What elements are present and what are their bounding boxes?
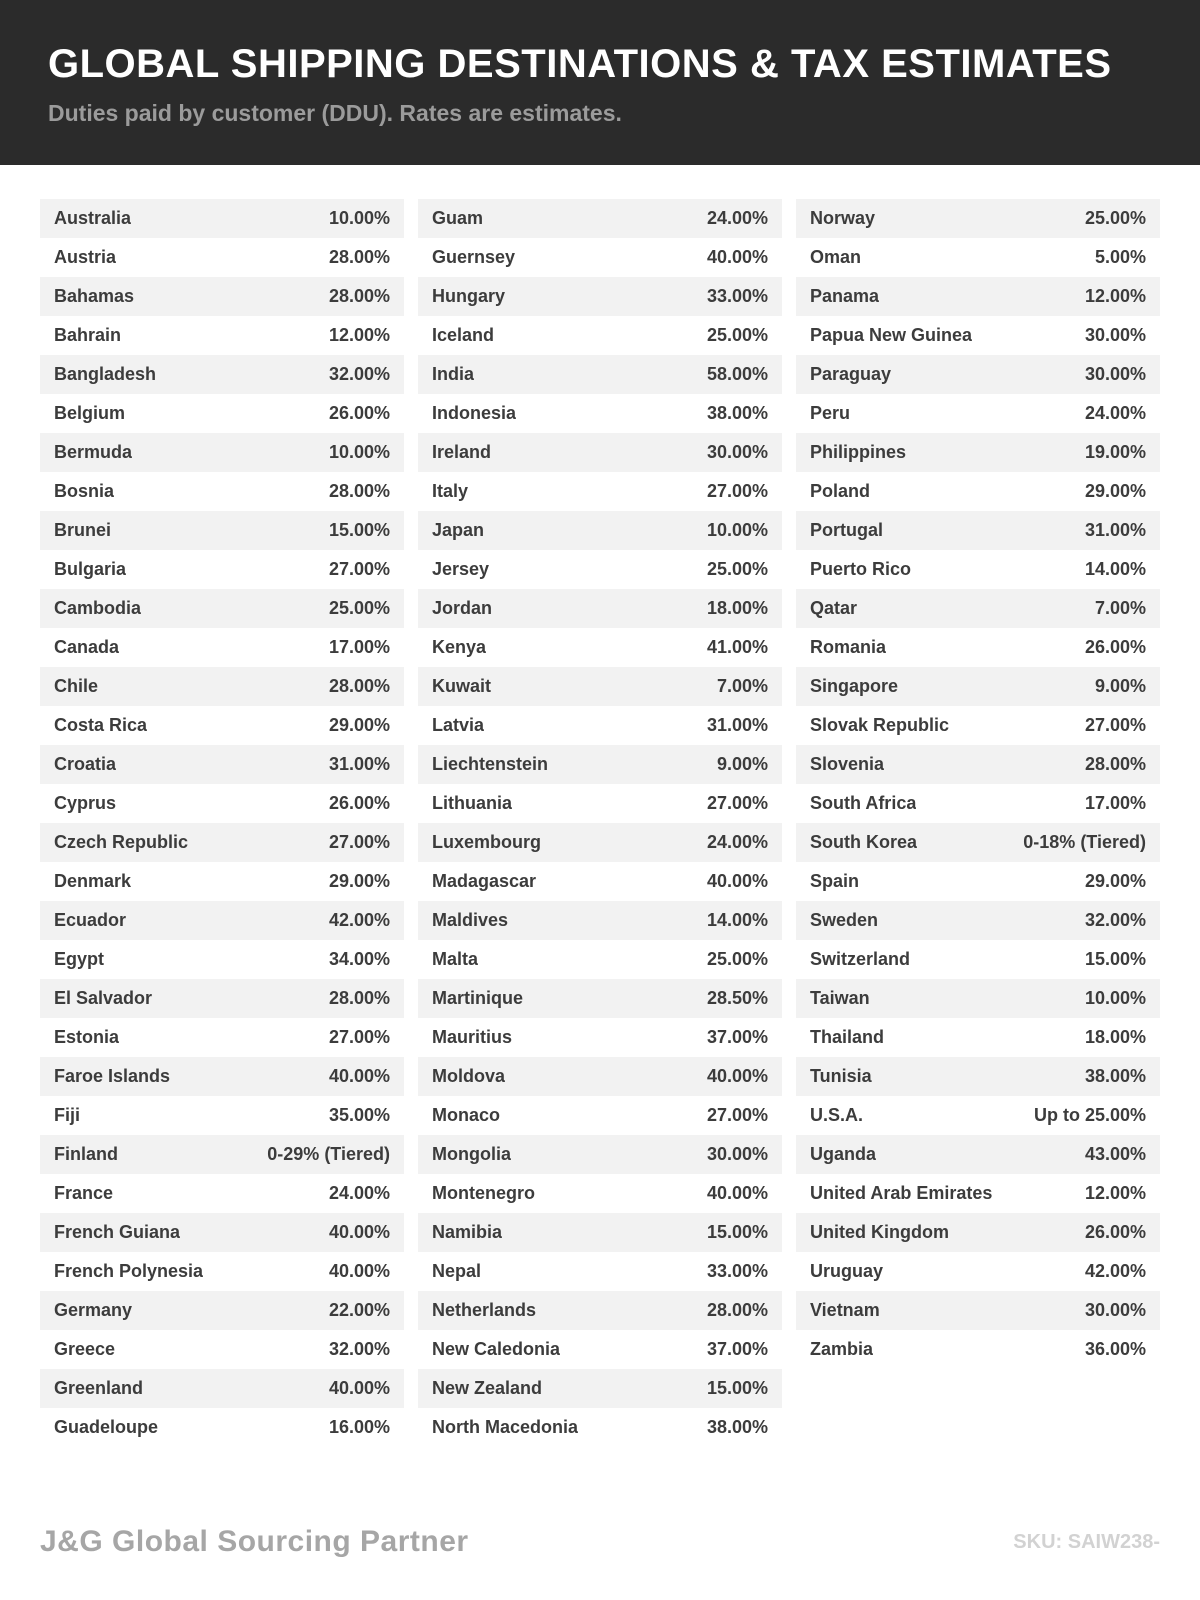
rate-row [418,199,782,238]
tax-rate: 0-29% (Tiered) [267,1144,390,1164]
rate-row [418,1330,782,1369]
country-name: Denmark [54,871,132,891]
rate-row [418,940,782,979]
country-name: Montenegro [432,1183,535,1203]
tax-rate: Up to 25.00% [1033,1105,1146,1125]
country-name: Kuwait [432,676,492,696]
rate-row [40,277,404,316]
rate-row [796,316,1160,355]
rate-row [418,745,782,784]
country-name: U.S.A. [810,1105,864,1125]
country-name: Mongolia [432,1144,511,1164]
tax-rate: 28.00% [328,676,390,696]
page-subtitle: Duties paid by customer (DDU). Rates are estimates. [48,100,622,126]
country-name: Belgium [54,403,126,423]
rate-row [40,1057,404,1096]
tax-rate: 30.00% [1084,364,1146,384]
tax-rate: 7.00% [1094,598,1146,618]
tax-rate: 9.00% [716,754,768,774]
country-name: North Macedonia [432,1417,579,1437]
tax-rate: 30.00% [706,442,768,462]
tax-rate: 38.00% [1084,1066,1146,1086]
tax-rate: 42.00% [1084,1261,1146,1281]
tax-rate: 28.50% [706,988,768,1008]
page-header [0,0,1200,165]
tax-rate: 28.00% [328,481,390,501]
tax-rate: 27.00% [328,559,390,579]
tax-rate: 18.00% [706,598,768,618]
tax-rate: 27.00% [706,793,768,813]
rate-row [40,979,404,1018]
country-name: Nepal [432,1261,482,1281]
tax-rate: 12.00% [328,325,390,345]
tax-rate: 15.00% [706,1378,768,1398]
tax-rate: 27.00% [1084,715,1146,735]
rate-row [40,511,404,550]
country-name: Cyprus [54,793,117,813]
country-name: Fiji [54,1105,80,1125]
rate-row [418,1408,782,1447]
rate-row [40,1252,404,1291]
country-name: France [54,1183,114,1203]
tax-rate: 7.00% [716,676,768,696]
tax-rate: 40.00% [328,1066,390,1086]
rate-row [40,394,404,433]
tax-rate: 22.00% [328,1300,390,1320]
country-name: Austria [54,247,117,267]
country-name: Luxembourg [432,832,542,852]
country-name: Vietnam [810,1300,880,1320]
tax-rate: 42.00% [328,910,390,930]
rate-row [418,355,782,394]
country-name: Chile [54,676,99,696]
country-name: Bahrain [54,325,122,345]
rate-row [40,238,404,277]
country-name: El Salvador [54,988,153,1008]
country-name: Indonesia [432,403,517,423]
tax-rate: 40.00% [706,1066,768,1086]
rate-row [40,433,404,472]
rate-row [796,1096,1160,1135]
rate-row [418,316,782,355]
rate-row [418,1252,782,1291]
tax-rate: 29.00% [328,715,390,735]
rate-row [418,1057,782,1096]
country-name: Paraguay [810,364,892,384]
rate-row [40,589,404,628]
rate-row [796,940,1160,979]
brand-text: J&G Global Sourcing Partner [40,1525,469,1558]
rate-row [796,628,1160,667]
tax-rate: 40.00% [706,871,768,891]
tax-rate: 24.00% [706,208,768,228]
country-name: Moldova [432,1066,506,1086]
tax-rate: 25.00% [706,949,768,969]
rate-row [40,355,404,394]
tax-rate: 28.00% [706,1300,768,1320]
tax-rate: 30.00% [706,1144,768,1164]
tax-rate: 43.00% [1084,1144,1146,1164]
rate-column-3 [796,199,1160,1369]
country-name: Puerto Rico [810,559,912,579]
rate-row [418,511,782,550]
rate-row [418,1369,782,1408]
country-name: Japan [432,520,485,540]
rate-row [418,1174,782,1213]
tax-rate: 27.00% [328,1027,390,1047]
tax-rate: 28.00% [328,247,390,267]
rate-row [418,784,782,823]
rate-row [418,862,782,901]
country-name: Slovak Republic [810,715,950,735]
tax-rate: 34.00% [328,949,390,969]
rate-row [418,901,782,940]
tax-rate: 28.00% [1084,754,1146,774]
country-name: Jordan [432,598,493,618]
country-name: Ecuador [54,910,127,930]
country-name: Taiwan [810,988,870,1008]
rate-row [40,1408,404,1447]
rate-row [796,238,1160,277]
rate-row [796,1330,1160,1369]
tax-rate: 28.00% [328,286,390,306]
country-name: Guadeloupe [54,1417,159,1437]
rate-row [796,472,1160,511]
rate-row [40,550,404,589]
country-name: French Guiana [54,1222,181,1242]
rate-row [40,1330,404,1369]
country-name: Uganda [810,1144,877,1164]
country-name: Romania [810,637,887,657]
rate-row [40,628,404,667]
country-name: Bulgaria [54,559,127,579]
tax-rate: 14.00% [1084,559,1146,579]
tax-rate: 12.00% [1084,286,1146,306]
country-name: United Kingdom [810,1222,949,1242]
rate-row [40,472,404,511]
tax-rate: 40.00% [328,1222,390,1242]
rate-row [40,706,404,745]
rate-column-1 [40,199,404,1447]
country-name: Monaco [432,1105,501,1125]
country-name: Iceland [432,325,495,345]
tax-rate: 25.00% [1084,208,1146,228]
tax-rate: 19.00% [1084,442,1146,462]
country-name: Estonia [54,1027,120,1047]
rate-row [796,433,1160,472]
rates-table [0,165,1200,1447]
tax-rate: 10.00% [328,442,390,462]
rate-row [796,1018,1160,1057]
tax-rate: 58.00% [706,364,768,384]
tax-rate: 14.00% [706,910,768,930]
rate-row [40,745,404,784]
country-name: Madagascar [432,871,537,891]
rate-row [40,1096,404,1135]
tax-rate: 18.00% [1084,1027,1146,1047]
country-name: Martinique [432,988,524,1008]
tax-rate: 37.00% [706,1339,768,1359]
tax-rate: 31.00% [328,754,390,774]
tax-rate: 29.00% [328,871,390,891]
rate-row [40,1213,404,1252]
tax-rate: 15.00% [1084,949,1146,969]
country-name: Egypt [54,949,105,969]
tax-rate: 29.00% [1084,481,1146,501]
country-name: Lithuania [432,793,512,813]
tax-rate: 26.00% [328,403,390,423]
country-name: Sweden [810,910,879,930]
country-name: Singapore [810,676,899,696]
country-name: South Korea [810,832,918,852]
tax-rate: 38.00% [706,403,768,423]
country-name: Croatia [54,754,117,774]
tax-rate: 10.00% [1084,988,1146,1008]
country-name: Faroe Islands [54,1066,171,1086]
country-name: New Caledonia [432,1339,561,1359]
rate-row [40,823,404,862]
country-name: Panama [810,286,880,306]
country-name: Bangladesh [54,364,157,384]
page-title: GLOBAL SHIPPING DESTINATIONS & TAX ESTIMATES [48,42,1112,86]
tax-rate: 26.00% [1084,637,1146,657]
country-name: Norway [810,208,876,228]
rate-row [796,1135,1160,1174]
tax-rate: 38.00% [706,1417,768,1437]
country-name: New Zealand [432,1378,543,1398]
rate-row [418,277,782,316]
rate-row [796,1252,1160,1291]
tax-rate: 40.00% [706,247,768,267]
tax-rate: 33.00% [706,1261,768,1281]
country-name: Philippines [810,442,907,462]
rate-row [796,394,1160,433]
country-name: Switzerland [810,949,911,969]
country-name: Liechtenstein [432,754,549,774]
country-name: Thailand [810,1027,885,1047]
rate-row [796,745,1160,784]
rate-row [418,706,782,745]
rate-row [796,1213,1160,1252]
tax-rate: 32.00% [328,1339,390,1359]
page-footer [0,1525,1200,1599]
country-name: Portugal [810,520,884,540]
rate-row [40,784,404,823]
tax-rate: 16.00% [328,1417,390,1437]
tax-rate: 12.00% [1084,1183,1146,1203]
rate-row [796,784,1160,823]
country-name: Ireland [432,442,492,462]
tax-rate: 40.00% [328,1378,390,1398]
rate-row [796,1057,1160,1096]
rate-row [796,511,1160,550]
tax-rate: 25.00% [706,325,768,345]
tax-rate: 5.00% [1094,247,1146,267]
tax-rate: 27.00% [328,832,390,852]
tax-rate: 25.00% [328,598,390,618]
tax-rate: 31.00% [1084,520,1146,540]
tax-rate: 0-18% (Tiered) [1023,832,1146,852]
rate-row [40,1135,404,1174]
rate-row [40,1018,404,1057]
country-name: Qatar [810,598,858,618]
country-name: Maldives [432,910,509,930]
country-name: Uruguay [810,1261,884,1281]
tax-rate: 9.00% [1094,676,1146,696]
tax-rate: 10.00% [706,520,768,540]
country-name: Italy [432,481,469,501]
tax-rate: 30.00% [1084,325,1146,345]
country-name: Bahamas [54,286,135,306]
tax-rate: 17.00% [328,637,390,657]
rate-row [418,1291,782,1330]
rate-row [796,277,1160,316]
rate-row [796,901,1160,940]
country-name: Poland [810,481,871,501]
country-name: South Africa [810,793,917,813]
tax-rate: 15.00% [706,1222,768,1242]
country-name: Germany [54,1300,133,1320]
rate-row [418,628,782,667]
country-name: Oman [810,247,862,267]
tax-rate: 27.00% [706,481,768,501]
country-name: Greece [54,1339,116,1359]
country-name: Jersey [432,559,490,579]
country-name: Brunei [54,520,112,540]
rate-row [40,667,404,706]
tax-rate: 30.00% [1084,1300,1146,1320]
country-name: United Arab Emirates [810,1183,993,1203]
tax-rate: 40.00% [328,1261,390,1281]
rate-row [796,589,1160,628]
rate-row [418,433,782,472]
country-name: French Polynesia [54,1261,204,1281]
country-name: Malta [432,949,479,969]
rate-row [40,862,404,901]
country-name: Slovenia [810,754,885,774]
country-name: Finland [54,1144,118,1164]
country-name: Greenland [54,1378,144,1398]
country-name: Canada [54,637,120,657]
country-name: Costa Rica [54,715,148,735]
tax-rate: 24.00% [706,832,768,852]
rate-row [40,1369,404,1408]
country-name: Namibia [432,1222,503,1242]
rate-row [418,238,782,277]
tax-rate: 26.00% [1084,1222,1146,1242]
country-name: Cambodia [54,598,142,618]
tax-rate: 29.00% [1084,871,1146,891]
tax-rate: 27.00% [706,1105,768,1125]
tax-rate: 31.00% [706,715,768,735]
tax-rate: 36.00% [1084,1339,1146,1359]
rate-row [418,1213,782,1252]
tax-rate: 33.00% [706,286,768,306]
tax-rate: 32.00% [328,364,390,384]
tax-rate: 26.00% [328,793,390,813]
rate-row [796,823,1160,862]
rate-column-2 [418,199,782,1447]
country-name: Bosnia [54,481,115,501]
country-name: Netherlands [432,1300,537,1320]
country-name: Zambia [810,1339,874,1359]
rate-row [796,862,1160,901]
rate-row [418,667,782,706]
country-name: Australia [54,208,132,228]
rate-row [796,1291,1160,1330]
rate-row [796,355,1160,394]
rate-row [796,1174,1160,1213]
country-name: Kenya [432,637,487,657]
rate-row [796,199,1160,238]
sku-text: SKU: SAIW238- [1013,1530,1160,1553]
tax-rate: 10.00% [328,208,390,228]
rate-row [796,667,1160,706]
rate-row [418,472,782,511]
tax-rate: 37.00% [706,1027,768,1047]
country-name: Papua New Guinea [810,325,973,345]
tax-rate: 24.00% [328,1183,390,1203]
rate-row [418,550,782,589]
rate-row [418,979,782,1018]
country-name: Latvia [432,715,485,735]
tax-rate: 15.00% [328,520,390,540]
rate-row [418,1096,782,1135]
rate-row [796,706,1160,745]
country-name: Mauritius [432,1027,513,1047]
rate-row [40,1174,404,1213]
rate-row [796,979,1160,1018]
country-name: India [432,364,475,384]
tax-rate: 17.00% [1084,793,1146,813]
tax-rate: 28.00% [328,988,390,1008]
country-name: Peru [810,403,851,423]
country-name: Tunisia [810,1066,872,1086]
rate-row [418,394,782,433]
tax-rate: 35.00% [328,1105,390,1125]
rate-row [40,901,404,940]
rate-row [418,823,782,862]
rate-row [418,1018,782,1057]
country-name: Spain [810,871,860,891]
rate-row [40,1291,404,1330]
country-name: Guernsey [432,247,516,267]
rate-row [796,550,1160,589]
country-name: Czech Republic [54,832,189,852]
rate-row [40,940,404,979]
rate-row [418,589,782,628]
rate-row [418,1135,782,1174]
tax-rate: 40.00% [706,1183,768,1203]
tax-rate: 24.00% [1084,403,1146,423]
country-name: Guam [432,208,484,228]
country-name: Hungary [432,286,506,306]
rate-row [40,316,404,355]
country-name: Bermuda [54,442,133,462]
tax-rate: 41.00% [706,637,768,657]
tax-rate: 25.00% [706,559,768,579]
tax-rate: 32.00% [1084,910,1146,930]
rate-row [40,199,404,238]
